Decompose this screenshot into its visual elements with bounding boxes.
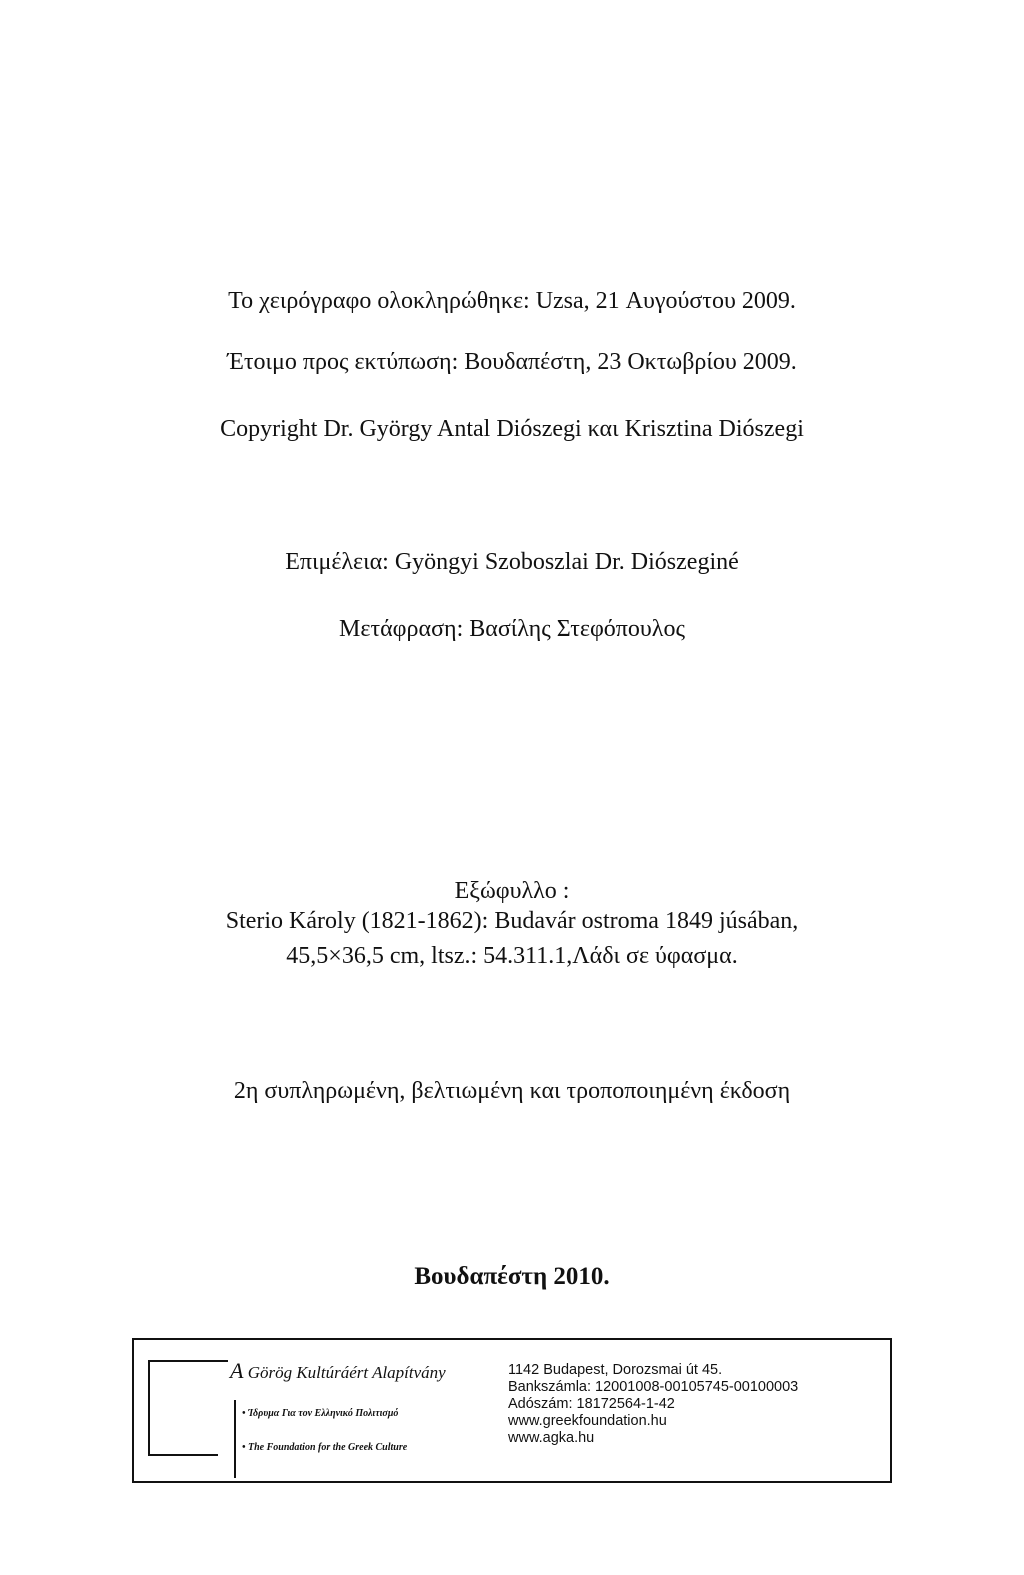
- logo-frame: [148, 1360, 218, 1456]
- copyright-line: Copyright Dr. György Antal Diószegi και Krisztina Diószegi: [220, 416, 804, 442]
- foundation-name: [230, 1360, 490, 1384]
- foundation-names: [230, 1358, 490, 1453]
- foundation-website-2: www.agka.hu: [508, 1430, 595, 1446]
- logo-tick: [218, 1360, 228, 1362]
- cover-description-line-1: Sterio Károly (1821-1862): Budavár ostroma 1849 júsában,: [225, 908, 799, 934]
- place-year: Βουδαπέστη 2010.: [414, 1263, 610, 1290]
- foundation-website-1: www.greekfoundation.hu: [508, 1413, 667, 1429]
- cover-description-line-2: 45,5×36,5 cm, ltsz.: 54.311.1,Λάδι σε ύφασμα.: [286, 943, 738, 969]
- foundation-address: 1142 Budapest, Dorozsmai út 45.: [508, 1362, 723, 1378]
- foundation-info-box: [132, 1338, 892, 1483]
- manuscript-completed-line: Το χειρόγραφο ολοκληρώθηκε: Uzsa, 21 Αυγούστου 2009.: [228, 288, 796, 314]
- foundation-name-english: • The Foundation for the Greek Culture: [242, 1442, 408, 1453]
- foundation-logo: [148, 1360, 228, 1456]
- cover-heading: Εξώφυλλο :: [454, 878, 570, 904]
- editor-line: Επιμέλεια: Gyöngyi Szoboszlai Dr. Diószeginé: [285, 549, 739, 575]
- foundation-name-greek: • Ίδρυμα Για τον Ελληνικό Πολιτισμό: [242, 1408, 399, 1419]
- foundation-contact: [508, 1362, 888, 1447]
- translator-line: Μετάφραση: Βασίλης Στεφόπουλος: [339, 616, 685, 642]
- foundation-tax-number: Adószám: 18172564-1-42: [508, 1396, 675, 1412]
- foundation-bank-account: Bankszámla: 12001008-00105745-00100003: [508, 1379, 799, 1395]
- foundation-name-text: Görög Kultúráért Alapítvány: [247, 1363, 446, 1382]
- logo-bar: [234, 1400, 236, 1478]
- edition-line: 2η συπληρωμένη, βελτιωμένη και τροποποιημένη έκδοση: [233, 1078, 791, 1104]
- foundation-name-initial: A: [230, 1358, 244, 1383]
- ready-for-print-line: Έτοιμο προς εκτύπωση: Βουδαπέστη, 23 Οκτωβρίου 2009.: [227, 349, 797, 375]
